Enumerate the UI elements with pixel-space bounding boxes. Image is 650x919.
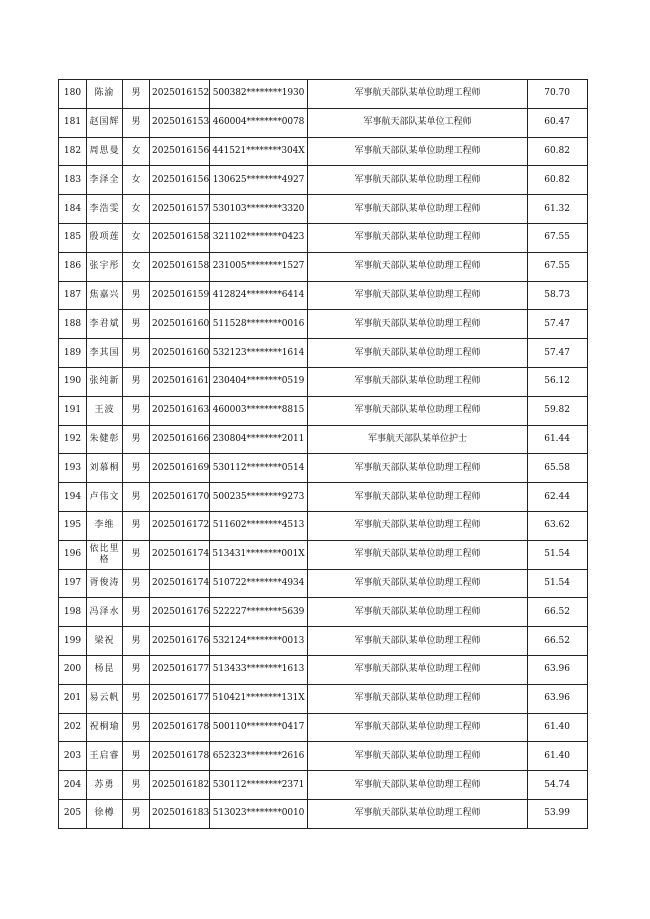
name-cell: 焦嘉兴 [87, 281, 123, 310]
id-number-cell: 530112********0514 [210, 454, 308, 483]
position-cell: 军事航天部队某单位助理工程师 [308, 339, 528, 368]
table-row [59, 396, 588, 425]
score-cell: 60.47 [528, 108, 588, 137]
score-cell: 58.73 [528, 281, 588, 310]
exam-number-cell: 2025016160 [150, 310, 210, 339]
row-number-cell: 180 [59, 80, 87, 109]
name-cell: 易云帆 [87, 684, 123, 713]
id-number-cell: 530103********3320 [210, 195, 308, 224]
score-cell: 65.58 [528, 454, 588, 483]
results-table [58, 79, 588, 829]
exam-number-cell: 2025016183 [150, 799, 210, 828]
score-cell: 61.40 [528, 742, 588, 771]
table-row [59, 195, 588, 224]
id-number-cell: 500235********9273 [210, 483, 308, 512]
id-number-cell: 460004********0078 [210, 108, 308, 137]
name-cell: 李君斌 [87, 310, 123, 339]
score-cell: 59.82 [528, 396, 588, 425]
row-number-cell: 183 [59, 166, 87, 195]
position-cell: 军事航天部队某单位助理工程师 [308, 195, 528, 224]
exam-number-cell: 2025016182 [150, 771, 210, 800]
id-number-cell: 513433********1613 [210, 655, 308, 684]
table-row [59, 483, 588, 512]
id-number-cell: 652323********2616 [210, 742, 308, 771]
name-cell: 梁祝 [87, 627, 123, 656]
exam-number-cell: 2025016169 [150, 454, 210, 483]
score-cell: 57.47 [528, 339, 588, 368]
exam-number-cell: 2025016156 [150, 137, 210, 166]
position-cell: 军事航天部队某单位助理工程师 [308, 137, 528, 166]
name-cell: 李泽全 [87, 166, 123, 195]
name-cell: 祝桐瑜 [87, 713, 123, 742]
id-number-cell: 532123********1614 [210, 339, 308, 368]
exam-number-cell: 2025016157 [150, 195, 210, 224]
row-number-cell: 194 [59, 483, 87, 512]
score-cell: 51.54 [528, 569, 588, 598]
score-cell: 63.62 [528, 511, 588, 540]
table-row [59, 339, 588, 368]
table-body [59, 80, 588, 829]
name-cell: 王波 [87, 396, 123, 425]
exam-number-cell: 2025016161 [150, 367, 210, 396]
position-cell: 军事航天部队某单位助理工程师 [308, 569, 528, 598]
id-number-cell: 321102********0423 [210, 223, 308, 252]
table-row [59, 771, 588, 800]
table-row [59, 310, 588, 339]
id-number-cell: 230804********2011 [210, 425, 308, 454]
name-cell: 陈渝 [87, 80, 123, 109]
gender-cell: 男 [123, 339, 150, 368]
gender-cell: 男 [123, 367, 150, 396]
id-number-cell: 230404********0519 [210, 367, 308, 396]
gender-cell: 男 [123, 80, 150, 109]
table-row [59, 367, 588, 396]
name-cell: 杨昆 [87, 655, 123, 684]
exam-number-cell: 2025016172 [150, 511, 210, 540]
gender-cell: 男 [123, 396, 150, 425]
gender-cell: 男 [123, 771, 150, 800]
id-number-cell: 532124********0013 [210, 627, 308, 656]
position-cell: 军事航天部队某单位助理工程师 [308, 799, 528, 828]
id-number-cell: 441521********304X [210, 137, 308, 166]
name-cell: 李其国 [87, 339, 123, 368]
score-cell: 51.54 [528, 540, 588, 569]
id-number-cell: 412824********6414 [210, 281, 308, 310]
gender-cell: 男 [123, 713, 150, 742]
row-number-cell: 197 [59, 569, 87, 598]
row-number-cell: 182 [59, 137, 87, 166]
score-cell: 61.40 [528, 713, 588, 742]
score-cell: 60.82 [528, 137, 588, 166]
position-cell: 军事航天部队某单位助理工程师 [308, 396, 528, 425]
row-number-cell: 200 [59, 655, 87, 684]
score-cell: 66.52 [528, 627, 588, 656]
gender-cell: 男 [123, 569, 150, 598]
exam-number-cell: 2025016170 [150, 483, 210, 512]
table-row [59, 627, 588, 656]
row-number-cell: 193 [59, 454, 87, 483]
exam-number-cell: 2025016159 [150, 281, 210, 310]
position-cell: 军事航天部队某单位助理工程师 [308, 771, 528, 800]
exam-number-cell: 2025016163 [150, 396, 210, 425]
id-number-cell: 231005********1527 [210, 252, 308, 281]
exam-number-cell: 2025016178 [150, 713, 210, 742]
id-number-cell: 511528********0016 [210, 310, 308, 339]
name-cell: 李维 [87, 511, 123, 540]
row-number-cell: 198 [59, 598, 87, 627]
score-cell: 67.55 [528, 223, 588, 252]
name-cell: 赵国辉 [87, 108, 123, 137]
id-number-cell: 522227********5639 [210, 598, 308, 627]
gender-cell: 女 [123, 252, 150, 281]
exam-number-cell: 2025016176 [150, 598, 210, 627]
id-number-cell: 130625********4927 [210, 166, 308, 195]
gender-cell: 男 [123, 310, 150, 339]
table-row [59, 454, 588, 483]
table-row [59, 598, 588, 627]
id-number-cell: 513431********001X [210, 540, 308, 569]
id-number-cell: 510722********4934 [210, 569, 308, 598]
row-number-cell: 195 [59, 511, 87, 540]
position-cell: 军事航天部队某单位助理工程师 [308, 684, 528, 713]
row-number-cell: 191 [59, 396, 87, 425]
exam-number-cell: 2025016177 [150, 655, 210, 684]
gender-cell: 女 [123, 223, 150, 252]
score-cell: 61.44 [528, 425, 588, 454]
position-cell: 军事航天部队某单位助理工程师 [308, 627, 528, 656]
position-cell: 军事航天部队某单位助理工程师 [308, 483, 528, 512]
position-cell: 军事航天部队某单位助理工程师 [308, 252, 528, 281]
name-cell: 李浩雯 [87, 195, 123, 224]
row-number-cell: 199 [59, 627, 87, 656]
position-cell: 军事航天部队某单位助理工程师 [308, 281, 528, 310]
exam-number-cell: 2025016158 [150, 252, 210, 281]
score-cell: 57.47 [528, 310, 588, 339]
exam-number-cell: 2025016158 [150, 223, 210, 252]
position-cell: 军事航天部队某单位助理工程师 [308, 80, 528, 109]
exam-number-cell: 2025016178 [150, 742, 210, 771]
gender-cell: 男 [123, 684, 150, 713]
gender-cell: 男 [123, 655, 150, 684]
gender-cell: 男 [123, 540, 150, 569]
id-number-cell: 511602********4513 [210, 511, 308, 540]
score-cell: 70.70 [528, 80, 588, 109]
row-number-cell: 190 [59, 367, 87, 396]
table-row [59, 80, 588, 109]
row-number-cell: 202 [59, 713, 87, 742]
position-cell: 军事航天部队某单位助理工程师 [308, 713, 528, 742]
table-row [59, 799, 588, 828]
position-cell: 军事航天部队某单位助理工程师 [308, 540, 528, 569]
table-row [59, 281, 588, 310]
name-cell: 朱健彰 [87, 425, 123, 454]
exam-number-cell: 2025016166 [150, 425, 210, 454]
table-row [59, 540, 588, 569]
exam-number-cell: 2025016174 [150, 569, 210, 598]
score-cell: 63.96 [528, 655, 588, 684]
table-row [59, 742, 588, 771]
gender-cell: 男 [123, 454, 150, 483]
gender-cell: 女 [123, 166, 150, 195]
score-cell: 66.52 [528, 598, 588, 627]
score-cell: 67.55 [528, 252, 588, 281]
name-cell: 周思曼 [87, 137, 123, 166]
table-row [59, 108, 588, 137]
row-number-cell: 184 [59, 195, 87, 224]
gender-cell: 女 [123, 137, 150, 166]
exam-number-cell: 2025016177 [150, 684, 210, 713]
position-cell: 军事航天部队某单位助理工程师 [308, 511, 528, 540]
name-cell: 依比里格 [87, 540, 123, 569]
position-cell: 军事航天部队某单位助理工程师 [308, 223, 528, 252]
row-number-cell: 196 [59, 540, 87, 569]
gender-cell: 女 [123, 195, 150, 224]
id-number-cell: 500110********0417 [210, 713, 308, 742]
score-cell: 60.82 [528, 166, 588, 195]
row-number-cell: 205 [59, 799, 87, 828]
id-number-cell: 513023********0010 [210, 799, 308, 828]
name-cell: 殷项莲 [87, 223, 123, 252]
position-cell: 军事航天部队某单位助理工程师 [308, 598, 528, 627]
score-cell: 63.96 [528, 684, 588, 713]
id-number-cell: 510421********131X [210, 684, 308, 713]
name-cell: 张宇彤 [87, 252, 123, 281]
gender-cell: 男 [123, 483, 150, 512]
table-row [59, 713, 588, 742]
score-cell: 53.99 [528, 799, 588, 828]
exam-number-cell: 2025016153 [150, 108, 210, 137]
exam-number-cell: 2025016176 [150, 627, 210, 656]
position-cell: 军事航天部队某单位助理工程师 [308, 367, 528, 396]
gender-cell: 男 [123, 511, 150, 540]
position-cell: 军事航天部队某单位助理工程师 [308, 454, 528, 483]
table-row [59, 569, 588, 598]
exam-number-cell: 2025016152 [150, 80, 210, 109]
exam-number-cell: 2025016156 [150, 166, 210, 195]
row-number-cell: 181 [59, 108, 87, 137]
gender-cell: 男 [123, 799, 150, 828]
row-number-cell: 189 [59, 339, 87, 368]
gender-cell: 男 [123, 425, 150, 454]
score-cell: 61.32 [528, 195, 588, 224]
table-row [59, 252, 588, 281]
position-cell: 军事航天部队某单位护士 [308, 425, 528, 454]
row-number-cell: 201 [59, 684, 87, 713]
gender-cell: 男 [123, 598, 150, 627]
row-number-cell: 185 [59, 223, 87, 252]
score-cell: 54.74 [528, 771, 588, 800]
position-cell: 军事航天部队某单位助理工程师 [308, 742, 528, 771]
gender-cell: 男 [123, 742, 150, 771]
row-number-cell: 203 [59, 742, 87, 771]
name-cell: 冯泽水 [87, 598, 123, 627]
table-row [59, 684, 588, 713]
row-number-cell: 204 [59, 771, 87, 800]
id-number-cell: 460003********8815 [210, 396, 308, 425]
gender-cell: 男 [123, 108, 150, 137]
position-cell: 军事航天部队某单位助理工程师 [308, 166, 528, 195]
name-cell: 卢伟文 [87, 483, 123, 512]
table-row [59, 137, 588, 166]
name-cell: 王启睿 [87, 742, 123, 771]
id-number-cell: 500382********1930 [210, 80, 308, 109]
position-cell: 军事航天部队某单位工程师 [308, 108, 528, 137]
table-row [59, 425, 588, 454]
name-cell: 徐樽 [87, 799, 123, 828]
score-cell: 62.44 [528, 483, 588, 512]
name-cell: 张纯新 [87, 367, 123, 396]
id-number-cell: 530112********2371 [210, 771, 308, 800]
row-number-cell: 187 [59, 281, 87, 310]
name-cell: 刘慕桐 [87, 454, 123, 483]
name-cell: 苏勇 [87, 771, 123, 800]
score-cell: 56.12 [528, 367, 588, 396]
table-row [59, 511, 588, 540]
table-row [59, 223, 588, 252]
row-number-cell: 192 [59, 425, 87, 454]
gender-cell: 男 [123, 281, 150, 310]
row-number-cell: 188 [59, 310, 87, 339]
name-cell: 胥俊涛 [87, 569, 123, 598]
gender-cell: 男 [123, 627, 150, 656]
position-cell: 军事航天部队某单位助理工程师 [308, 310, 528, 339]
table-row [59, 166, 588, 195]
table-row [59, 655, 588, 684]
exam-number-cell: 2025016174 [150, 540, 210, 569]
row-number-cell: 186 [59, 252, 87, 281]
exam-number-cell: 2025016160 [150, 339, 210, 368]
position-cell: 军事航天部队某单位助理工程师 [308, 655, 528, 684]
